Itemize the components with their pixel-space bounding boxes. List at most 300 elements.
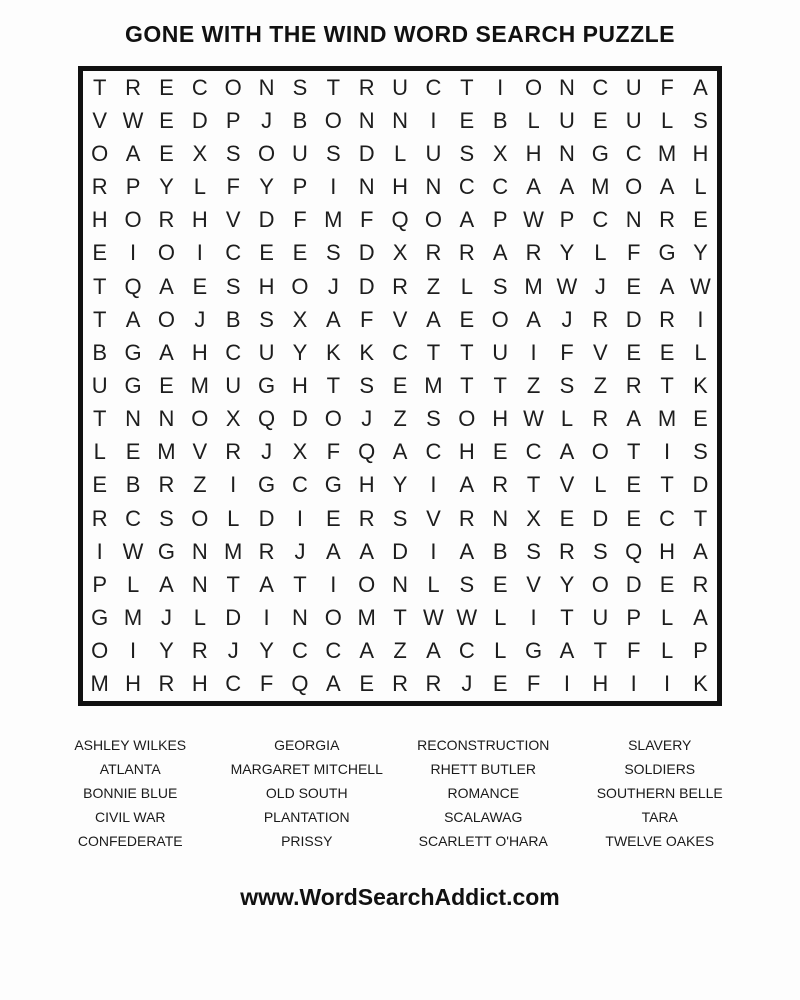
grid-cell: J: [261, 107, 273, 133]
grid-cell: M: [324, 207, 343, 233]
grid-cell: T: [92, 406, 107, 432]
grid-cell: I: [263, 605, 270, 631]
grid-cell: J: [227, 638, 239, 664]
grid-cell: C: [325, 638, 342, 664]
grid-cell: A: [325, 671, 341, 697]
grid-cell: E: [659, 571, 675, 597]
grid-cell: A: [259, 571, 274, 597]
grid-cell: R: [492, 472, 509, 498]
grid-cell: G: [157, 538, 175, 564]
grid-cell: U: [291, 140, 308, 166]
grid-row-9: [83, 336, 717, 369]
grid-cell: A: [693, 538, 708, 564]
word-search-grid: [78, 66, 722, 706]
grid-cell: E: [192, 273, 208, 299]
grid-cell: T: [293, 571, 307, 597]
grid-row-2: [83, 104, 717, 137]
word-list-item: TWELVE OAKES: [605, 833, 715, 849]
grid-cell: V: [225, 207, 241, 233]
grid-row-5: [83, 204, 717, 237]
grid-cell: U: [225, 372, 242, 398]
grid-cell: X: [392, 240, 408, 266]
grid-row-8: [83, 303, 717, 336]
grid-cell: F: [660, 74, 674, 100]
grid-cell: T: [493, 372, 507, 398]
grid-row-19: [83, 668, 717, 701]
grid-cell: Z: [393, 638, 407, 664]
grid-cell: B: [492, 107, 508, 133]
grid-cell: F: [626, 638, 641, 664]
grid-cell: S: [693, 107, 708, 133]
grid-cell: O: [157, 306, 175, 332]
grid-cell: Y: [159, 174, 174, 200]
grid-cell: H: [692, 140, 709, 166]
grid-cell: R: [225, 439, 242, 465]
grid-cell: A: [526, 306, 541, 332]
word-list-item: RHETT BUTLER: [430, 761, 537, 777]
grid-cell: T: [660, 372, 674, 398]
grid-cell: T: [526, 472, 541, 498]
grid-cell: I: [630, 671, 637, 697]
grid-cell: R: [592, 306, 609, 332]
grid-cell: D: [258, 505, 275, 531]
grid-cell: S: [526, 538, 541, 564]
grid-cell: I: [664, 671, 671, 697]
grid-cell: J: [561, 306, 573, 332]
grid-cell: E: [259, 240, 274, 266]
grid-cell: Q: [124, 273, 142, 299]
grid-cell: H: [492, 406, 509, 432]
grid-cell: R: [659, 207, 675, 233]
grid-cell: R: [659, 306, 675, 332]
grid-cell: C: [625, 140, 642, 166]
grid-cell: R: [392, 273, 408, 299]
word-list-item: PRISSY: [281, 833, 333, 849]
grid-cell: L: [193, 174, 206, 200]
grid-cell: E: [159, 372, 174, 398]
grid-cell: H: [91, 207, 108, 233]
grid-cell: A: [392, 439, 408, 465]
grid-cell: O: [291, 273, 309, 299]
grid-cell: F: [560, 339, 574, 365]
grid-cell: E: [626, 505, 642, 531]
grid-cell: C: [458, 174, 475, 200]
grid-cell: C: [592, 207, 609, 233]
grid-cell: Y: [392, 472, 408, 498]
grid-cell: R: [91, 174, 108, 200]
grid-cell: N: [392, 107, 408, 133]
grid-cell: A: [559, 174, 575, 200]
grid-cell: L: [126, 571, 140, 597]
grid-cell: K: [693, 372, 708, 398]
grid-cell: C: [458, 638, 475, 664]
grid-cell: K: [359, 339, 375, 365]
grid-cell: R: [458, 505, 475, 531]
grid-row-13: [83, 469, 717, 502]
grid-cell: G: [658, 240, 676, 266]
grid-cell: I: [697, 306, 704, 332]
grid-cell: R: [525, 240, 542, 266]
grid-cell: T: [92, 306, 107, 332]
grid-cell: E: [459, 306, 475, 332]
grid-cell: O: [157, 240, 175, 266]
grid-cell: R: [158, 207, 175, 233]
grid-cell: L: [227, 505, 240, 531]
grid-cell: N: [191, 571, 208, 597]
grid-cell: R: [158, 472, 175, 498]
grid-cell: O: [191, 505, 209, 531]
grid-cell: O: [358, 571, 376, 597]
grid-cell: D: [191, 107, 208, 133]
footer-site-url: www.WordSearchAddict.com: [240, 884, 560, 910]
grid-cell: R: [425, 240, 442, 266]
grid-cell: T: [326, 74, 341, 100]
grid-cell: M: [190, 372, 209, 398]
grid-cell: N: [558, 140, 575, 166]
grid-cell: I: [430, 538, 437, 564]
grid-cell: V: [392, 306, 408, 332]
grid-cell: H: [592, 671, 609, 697]
grid-cell: V: [592, 339, 608, 365]
word-list-item: GEORGIA: [274, 737, 340, 753]
grid-cell: T: [460, 372, 474, 398]
grid-cell: T: [426, 339, 441, 365]
grid-cell: O: [525, 74, 543, 100]
grid-cell: E: [159, 107, 174, 133]
grid-cell: O: [324, 406, 342, 432]
grid-cell: N: [358, 174, 375, 200]
grid-cell: T: [460, 74, 474, 100]
word-list-item: ASHLEY WILKES: [74, 737, 187, 753]
grid-cell: A: [159, 339, 174, 365]
grid-cell: J: [361, 406, 373, 432]
word-list-item: SCARLETT O'HARA: [418, 833, 548, 849]
grid-cell: E: [159, 74, 174, 100]
grid-cell: E: [693, 406, 708, 432]
grid-cell: L: [660, 107, 674, 133]
grid-cell: R: [91, 505, 108, 531]
grid-cell: S: [559, 372, 575, 398]
grid-cell: C: [659, 505, 675, 531]
grid-cell: M: [524, 273, 543, 299]
word-list-column-2: [219, 733, 396, 853]
grid-cell: N: [291, 605, 308, 631]
grid-cell: E: [92, 240, 108, 266]
grid-cell: A: [159, 571, 174, 597]
grid-cell: P: [626, 605, 642, 631]
grid-cell: Q: [391, 207, 409, 233]
grid-cell: L: [594, 472, 607, 498]
grid-row-1: [83, 71, 717, 104]
grid-cell: L: [660, 638, 674, 664]
grid-cell: M: [90, 671, 109, 697]
grid-cell: W: [122, 538, 144, 564]
grid-cell: S: [159, 505, 174, 531]
grid-cell: U: [558, 107, 575, 133]
grid-cell: R: [358, 74, 375, 100]
grid-cell: Z: [526, 372, 541, 398]
grid-cell: N: [392, 571, 408, 597]
grid-cell: E: [626, 472, 642, 498]
grid-cell: F: [259, 671, 274, 697]
grid-cell: S: [225, 140, 241, 166]
grid-cell: C: [225, 339, 242, 365]
grid-row-15: [83, 535, 717, 568]
grid-cell: Y: [259, 174, 274, 200]
grid-cell: H: [191, 207, 208, 233]
grid-cell: J: [261, 439, 273, 465]
grid-cell: E: [125, 439, 141, 465]
grid-cell: E: [325, 505, 341, 531]
grid-cell: C: [525, 439, 542, 465]
grid-cell: G: [124, 372, 142, 398]
grid-cell: C: [425, 74, 442, 100]
grid-cell: L: [93, 439, 106, 465]
word-list-column-3: [395, 733, 572, 853]
grid-cell: F: [526, 671, 541, 697]
grid-cell: R: [191, 638, 208, 664]
grid-cell: L: [393, 140, 407, 166]
grid-cell: D: [392, 538, 408, 564]
grid-cell: R: [425, 671, 442, 697]
grid-cell: C: [225, 671, 242, 697]
grid-cell: J: [327, 273, 339, 299]
grid-cell: H: [392, 174, 408, 200]
grid-cell: T: [92, 273, 107, 299]
grid-cell: I: [130, 240, 137, 266]
grid-cell: R: [392, 671, 408, 697]
grid-cell: X: [192, 140, 208, 166]
grid-cell: Z: [426, 273, 441, 299]
grid-cell: O: [191, 406, 209, 432]
grid-cell: P: [125, 174, 141, 200]
grid-cell: G: [91, 605, 109, 631]
grid-cell: K: [325, 339, 341, 365]
grid-cell: D: [625, 571, 642, 597]
grid-cell: E: [292, 240, 308, 266]
grid-cell: J: [594, 273, 606, 299]
grid-cell: N: [258, 74, 275, 100]
grid-cell: A: [626, 406, 642, 432]
grid-cell: A: [426, 306, 441, 332]
grid-cell: Y: [159, 638, 174, 664]
grid-cell: P: [693, 638, 708, 664]
grid-row-7: [83, 270, 717, 303]
grid-cell: W: [423, 605, 444, 631]
grid-cell: I: [530, 605, 537, 631]
word-list-item: BONNIE BLUE: [83, 785, 178, 801]
grid-cell: E: [559, 505, 575, 531]
word-list: [42, 733, 748, 853]
grid-cell: E: [92, 472, 108, 498]
grid-cell: T: [393, 605, 407, 631]
grid-cell: N: [191, 538, 208, 564]
grid-cell: E: [592, 107, 608, 133]
grid-cell: A: [559, 439, 575, 465]
grid-cell: K: [693, 671, 708, 697]
grid-cell: Y: [292, 339, 308, 365]
grid-cell: I: [430, 472, 437, 498]
grid-cell: A: [459, 207, 475, 233]
grid-cell: D: [225, 605, 242, 631]
grid-cell: G: [324, 472, 342, 498]
grid-cell: R: [258, 538, 275, 564]
grid-cell: H: [458, 439, 475, 465]
grid-cell: H: [191, 339, 208, 365]
grid-cell: H: [291, 372, 308, 398]
grid-cell: Y: [259, 638, 274, 664]
grid-cell: M: [657, 406, 677, 432]
grid-cell: X: [292, 306, 308, 332]
grid-cell: P: [492, 207, 508, 233]
grid-cell: F: [359, 306, 374, 332]
grid-row-3: [83, 137, 717, 170]
grid-cell: X: [225, 406, 241, 432]
page-title: GONE WITH THE WIND WORD SEARCH PUZZLE: [124, 21, 676, 47]
grid-cell: J: [294, 538, 306, 564]
grid-cell: A: [325, 306, 341, 332]
grid-cell: A: [359, 638, 375, 664]
grid-cell: E: [693, 207, 708, 233]
grid-cell: U: [625, 74, 642, 100]
grid-cell: W: [122, 107, 144, 133]
grid-cell: N: [492, 505, 509, 531]
grid-cell: H: [659, 538, 675, 564]
word-list-column-4: [572, 733, 749, 853]
grid-cell: C: [492, 174, 509, 200]
word-list-item: SCALAWAG: [444, 809, 523, 825]
grid-cell: Y: [559, 571, 575, 597]
grid-cell: E: [492, 671, 508, 697]
grid-cell: L: [494, 605, 507, 631]
grid-cell: U: [492, 339, 509, 365]
grid-cell: L: [527, 107, 540, 133]
grid-cell: D: [291, 406, 308, 432]
grid-cell: D: [358, 240, 375, 266]
grid-cell: D: [625, 306, 642, 332]
grid-cell: E: [359, 671, 375, 697]
grid-cell: T: [326, 372, 341, 398]
grid-cell: S: [325, 140, 341, 166]
grid-cell: Z: [393, 406, 407, 432]
grid-cell: T: [560, 605, 574, 631]
grid-cell: A: [159, 273, 174, 299]
grid-cell: S: [426, 406, 441, 432]
grid-cell: S: [592, 538, 608, 564]
grid-cell: N: [125, 406, 141, 432]
grid-cell: F: [293, 207, 307, 233]
grid-cell: L: [427, 571, 440, 597]
grid-cell: J: [461, 671, 473, 697]
grid-cell: A: [559, 638, 575, 664]
grid-cell: S: [392, 505, 408, 531]
grid-cell: S: [492, 273, 508, 299]
grid-cell: E: [159, 140, 174, 166]
grid-cell: E: [626, 273, 642, 299]
word-list-item: SOLDIERS: [624, 761, 696, 777]
grid-cell: U: [258, 339, 275, 365]
grid-cell: E: [492, 439, 508, 465]
grid-cell: R: [592, 406, 609, 432]
grid-cell: T: [660, 472, 674, 498]
grid-cell: G: [258, 372, 276, 398]
grid-cell: O: [424, 207, 442, 233]
grid-cell: I: [330, 174, 337, 200]
grid-cell: S: [693, 439, 708, 465]
grid-cell: A: [492, 240, 508, 266]
word-list-item: MARGARET MITCHELL: [230, 761, 383, 777]
grid-cell: A: [693, 605, 708, 631]
grid-cell: V: [526, 571, 541, 597]
word-list-item: ROMANCE: [447, 785, 520, 801]
grid-cell: S: [359, 372, 375, 398]
grid-cell: B: [492, 538, 508, 564]
grid-cell: O: [591, 439, 609, 465]
grid-cell: J: [194, 306, 206, 332]
grid-cell: H: [258, 273, 275, 299]
word-list-item: SOUTHERN BELLE: [596, 785, 723, 801]
grid-cell: L: [193, 605, 206, 631]
grid-cell: P: [559, 207, 575, 233]
grid-cell: E: [492, 571, 508, 597]
grid-cell: O: [324, 605, 342, 631]
grid-cell: M: [591, 174, 610, 200]
grid-cell: T: [460, 339, 474, 365]
grid-cell: L: [694, 339, 707, 365]
grid-cell: S: [325, 240, 341, 266]
grid-cell: I: [530, 339, 537, 365]
grid-cell: I: [563, 671, 570, 697]
grid-cell: A: [426, 638, 441, 664]
grid-cell: H: [125, 671, 141, 697]
grid-cell: O: [258, 140, 276, 166]
grid-cell: O: [91, 638, 109, 664]
grid-cell: L: [460, 273, 473, 299]
grid-cell: A: [693, 74, 708, 100]
grid-cell: F: [626, 240, 641, 266]
grid-cell: O: [458, 406, 476, 432]
grid-cell: I: [96, 538, 103, 564]
grid-cell: U: [392, 74, 408, 100]
grid-cell: R: [358, 505, 375, 531]
grid-cell: M: [657, 140, 677, 166]
grid-cell: D: [358, 273, 375, 299]
grid-cell: X: [526, 505, 541, 531]
grid-cell: Q: [625, 538, 643, 564]
grid-cell: A: [325, 538, 341, 564]
grid-cell: A: [459, 472, 475, 498]
grid-cell: F: [359, 207, 374, 233]
grid-cell: G: [124, 339, 142, 365]
grid-cell: G: [591, 140, 609, 166]
grid-cell: I: [196, 240, 203, 266]
grid-cell: G: [525, 638, 543, 664]
word-list-item: SLAVERY: [628, 737, 692, 753]
grid-cell: N: [558, 74, 575, 100]
grid-cell: V: [192, 439, 208, 465]
grid-row-6: [83, 237, 717, 270]
grid-cell: W: [456, 605, 478, 631]
grid-row-14: [83, 502, 717, 535]
grid-cell: T: [593, 638, 608, 664]
grid-cell: M: [123, 605, 143, 631]
grid-cell: E: [626, 339, 642, 365]
grid-cell: O: [324, 107, 342, 133]
grid-cell: R: [158, 671, 175, 697]
grid-cell: A: [125, 140, 141, 166]
grid-cell: I: [497, 74, 504, 100]
grid-cell: A: [526, 174, 541, 200]
